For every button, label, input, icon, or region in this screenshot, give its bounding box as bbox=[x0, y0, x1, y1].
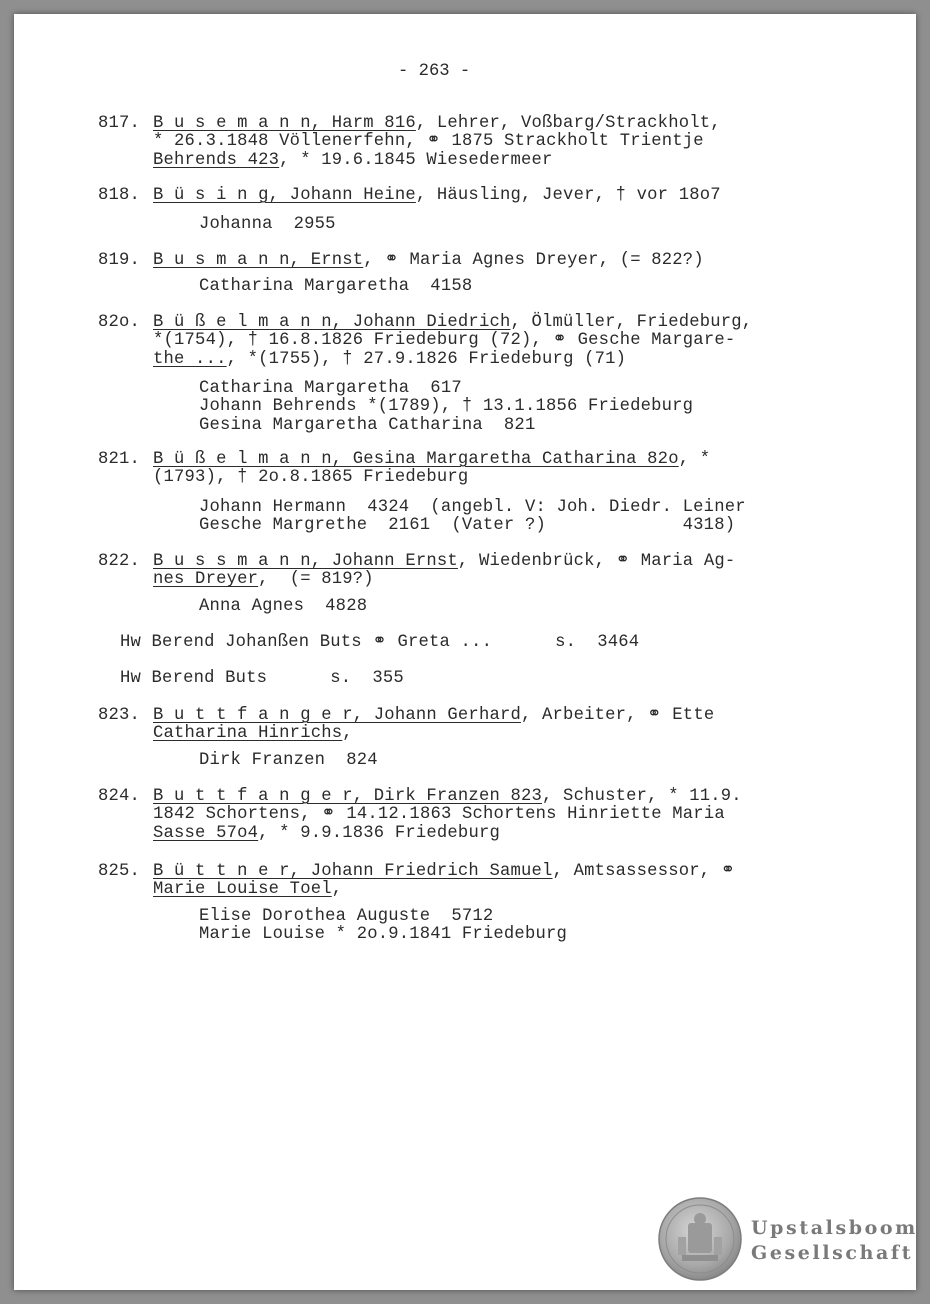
entry-line bbox=[153, 251, 704, 270]
entry-number: 817. bbox=[98, 114, 141, 133]
entry-line bbox=[153, 862, 735, 881]
entry-line bbox=[153, 824, 500, 843]
child-entry: Johann Hermann 4324 (angebl. V: Joh. Diedr. Leiner bbox=[199, 498, 746, 517]
entry-line bbox=[153, 724, 353, 743]
entry-text: *(1754), † 16.8.1826 Friedeburg (72), ⚭ Gesche Margare- bbox=[153, 331, 736, 351]
underlined-name: B u s s m a n n, Johann Ernst bbox=[153, 552, 458, 571]
entry-number: 824. bbox=[98, 787, 141, 806]
underlined-name: B ü ß e l m a n n, Gesina Margaretha Catharina 82o bbox=[153, 450, 679, 469]
underlined-name: B u s e m a n n, Harm 816 bbox=[153, 114, 416, 133]
entry-number: 825. bbox=[98, 862, 141, 881]
child-entry: Catharina Margaretha 4158 bbox=[199, 277, 473, 296]
document-page bbox=[14, 14, 916, 1290]
underlined-name: Catharina Hinrichs bbox=[153, 724, 343, 744]
underlined-name: Marie Louise Toel bbox=[153, 880, 332, 900]
entry-line bbox=[153, 552, 735, 571]
child-entry: Marie Louise * 2o.9.1841 Friedeburg bbox=[199, 925, 567, 945]
child-entry: Johanna 2955 bbox=[199, 215, 336, 234]
child-entry: Johann Behrends *(1789), † 13.1.1856 Friedeburg bbox=[199, 397, 694, 417]
entry-number: 822. bbox=[98, 552, 141, 571]
logo-wordmark bbox=[751, 1216, 918, 1266]
entry-text: , Häusling, Jever, † vor 18o7 bbox=[415, 186, 721, 205]
entry-number: 819. bbox=[98, 251, 141, 270]
cross-reference: Hw Berend Johanßen Buts ⚭ Greta ... s. 3464 bbox=[120, 633, 640, 652]
entry-text: , *(1755), † 27.9.1826 Friedeburg (71) bbox=[226, 349, 627, 369]
child-entry: Gesche Margrethe 2161 (Vater ?) 4318) bbox=[199, 516, 736, 536]
logo-line-1: Upstalsboom bbox=[751, 1217, 918, 1239]
child-entry: Elise Dorothea Auguste 5712 bbox=[199, 907, 494, 926]
entry-line bbox=[153, 450, 710, 469]
seal-icon bbox=[658, 1197, 742, 1281]
entry-number: 823. bbox=[98, 706, 141, 725]
entry-text: , * bbox=[678, 450, 711, 469]
entry-number: 818. bbox=[98, 186, 141, 205]
entry-line bbox=[153, 805, 725, 824]
entry-text: , Schuster, * 11.9. bbox=[542, 787, 742, 806]
child-entry: Gesina Margaretha Catharina 821 bbox=[199, 415, 536, 435]
entry-text: (1793), † 2o.8.1865 Friedeburg bbox=[153, 468, 469, 488]
entry-line bbox=[153, 313, 752, 332]
underlined-name: nes Dreyer bbox=[153, 570, 259, 590]
underlined-name: B ü t t n e r, Johann Friedrich Samuel bbox=[153, 862, 553, 881]
entry-text: , Wiedenbrück, ⚭ Maria Ag- bbox=[457, 552, 736, 571]
underlined-name: B u t t f a n g e r, Dirk Franzen 823 bbox=[153, 787, 543, 806]
entry-line bbox=[153, 151, 553, 170]
entry-text: , * 19.6.1845 Wiesedermeer bbox=[279, 150, 553, 170]
entry-text: , bbox=[331, 880, 343, 900]
underlined-name: Behrends 423 bbox=[153, 150, 280, 170]
entry-text: , * 9.9.1836 Friedeburg bbox=[258, 823, 500, 843]
entry-line bbox=[153, 787, 742, 806]
child-entry: Anna Agnes 4828 bbox=[199, 597, 368, 616]
child-entry: Dirk Franzen 824 bbox=[199, 751, 378, 770]
child-entry: Catharina Margaretha 617 bbox=[199, 379, 462, 398]
entry-line bbox=[153, 468, 468, 487]
entry-text: , Lehrer, Voßbarg/Strackholt, bbox=[415, 114, 721, 133]
underlined-name: B u t t f a n g e r, Johann Gerhard bbox=[153, 706, 521, 725]
entry-line bbox=[153, 706, 714, 725]
entry-text: , Arbeiter, ⚭ Ette bbox=[521, 706, 715, 725]
entry-number: 82o. bbox=[98, 313, 141, 332]
entry-line bbox=[153, 186, 721, 205]
logo-line-2: Gesellschaft bbox=[751, 1242, 914, 1264]
entry-text: * 26.3.1848 Völlenerfehn, ⚭ 1875 Strackholt Trientje bbox=[153, 132, 704, 152]
cross-reference: Hw Berend Buts s. 355 bbox=[120, 669, 404, 688]
entry-line bbox=[153, 350, 626, 369]
entry-text: , ⚭ Maria Agnes Dreyer, (= 822?) bbox=[363, 251, 704, 270]
page-number: - 263 - bbox=[398, 62, 471, 81]
entry-text: , (= 819?) bbox=[258, 570, 374, 590]
entry-text: , bbox=[342, 724, 353, 744]
entry-text: , Amtsassessor, ⚭ bbox=[552, 862, 736, 881]
entry-number: 821. bbox=[98, 450, 141, 469]
entry-line bbox=[153, 570, 374, 589]
entry-text: , Ölmüller, Friedeburg, bbox=[510, 313, 753, 332]
underlined-name: the ... bbox=[153, 349, 227, 369]
underlined-name: B ü ß e l m a n n, Johann Diedrich bbox=[153, 313, 511, 332]
entry-line bbox=[153, 114, 721, 133]
entry-line bbox=[153, 132, 704, 151]
underlined-name: B u s m a n n, Ernst bbox=[153, 251, 364, 270]
entry-line bbox=[153, 331, 735, 350]
entry-line bbox=[153, 880, 342, 899]
entry-text: 1842 Schortens, ⚭ 14.12.1863 Schortens Hinriette Maria bbox=[153, 805, 725, 825]
underlined-name: Sasse 57o4 bbox=[153, 823, 259, 843]
underlined-name: B ü s i n g, Johann Heine bbox=[153, 186, 416, 205]
